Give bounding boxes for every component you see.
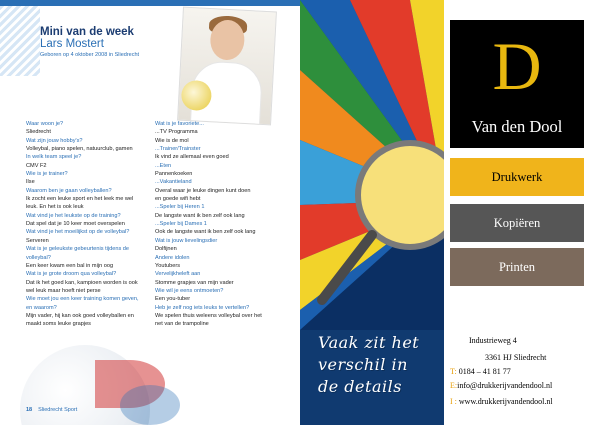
answer: Een you-tuber <box>155 296 191 303</box>
answer: Volleybal, piano spelen, natuurclub, gamen <box>26 146 133 153</box>
question: Wie wil je eens ontmoeten? <box>155 287 224 294</box>
answer: Sliedrecht <box>26 129 51 136</box>
answer: wel leuk maar hoeft niet perse <box>26 287 101 294</box>
decorative-pattern <box>0 6 40 76</box>
question: In welk team speel je? <box>26 154 82 161</box>
player-name: Lars Mostert <box>40 38 104 50</box>
answer: Stomme grapjes van mijn vader <box>155 279 234 286</box>
firm-name: Van den Dool <box>471 117 563 136</box>
answer: ...TV Programma <box>155 129 198 136</box>
birth-info: Geboren op 4 oktober 2008 in Sliedrecht <box>40 52 140 58</box>
interview-column-left <box>26 120 156 329</box>
logo-block <box>450 20 584 148</box>
question: Wat vind je het leukste op de training? <box>26 212 121 219</box>
answer: net van de trampoline <box>155 321 209 328</box>
question: Andere idolen <box>155 254 190 261</box>
question: Wie is je trainer? <box>26 171 68 178</box>
answer: CMV F2 <box>26 162 47 169</box>
question: Wat zijn jouw hobby's? <box>26 137 83 144</box>
answer: Dat spel dat je 10 keer moet overspelen <box>26 221 125 228</box>
answer: Ik vind ze allemaal even goed <box>155 154 229 161</box>
answer: Ook de langste want ik ben zelf ook lang <box>155 229 256 236</box>
answer: en goede wifi hebt <box>155 196 201 203</box>
answer: Mijn vader, hij kan ook goed volleyballen en <box>26 312 134 319</box>
question: volleybal? <box>26 254 51 261</box>
answer: Een keer kwam een bal in mijn oog <box>26 262 114 269</box>
page-footer <box>26 407 77 413</box>
question: Vervelijkheleft aan <box>155 271 201 278</box>
answer: We spelen thuis weleens volleybal over het <box>155 312 262 319</box>
page-title: Mini van de week <box>40 26 134 38</box>
page-number: 18 <box>26 407 33 413</box>
answer: maakt soms leuke grapjes <box>26 321 91 328</box>
interview-column-right <box>155 120 285 329</box>
question: Wat is je grote droom qua volleybal? <box>26 271 117 278</box>
answer: De langste want ik ben zelf ook lang <box>155 212 245 219</box>
question: Wat is je geleukste gebeurtenis tijdens de <box>26 246 130 253</box>
answer: Wie is de mol <box>155 137 189 144</box>
answer: Youtubers <box>155 262 180 269</box>
question: Waarom ben je gaan volleyballen? <box>26 187 112 194</box>
player-photo <box>177 7 277 126</box>
question: Wat is jouw lievelingsdier <box>155 237 218 244</box>
phone-line: T: 0184 – 41 81 77 <box>450 367 511 376</box>
right-page <box>300 0 600 425</box>
service-printen: Printen <box>450 248 584 286</box>
advertisement <box>444 0 600 425</box>
service-drukwerk: Drukwerk <box>450 158 584 196</box>
answer: Ilse <box>26 179 35 186</box>
question: Wie moet jou een keer training komen geven, <box>26 296 139 303</box>
email-line: E:info@drukkerijvandendool.nl <box>450 381 553 390</box>
question: Wat is je favoriete... <box>155 121 204 127</box>
address <box>469 332 517 349</box>
logo-letter: D <box>492 28 542 104</box>
question: Heb je zelf nog iets leuks te vertellen? <box>155 304 250 311</box>
service-kopieren: Kopiëren <box>450 204 584 242</box>
question: ...Eten <box>155 162 172 169</box>
section-name: Sliedrecht Sport <box>38 407 78 413</box>
answer: Dolfijnen <box>155 246 177 253</box>
question: ...Speler bij Heren 1 <box>155 204 205 211</box>
slogan: Vaak zit het verschil in de details <box>318 333 420 396</box>
answer: Overal waar je leuke dingen kunt doen <box>155 187 251 194</box>
top-stripe <box>0 0 300 6</box>
question: Wat vind je het moeilijkst op de volleybal? <box>26 229 130 236</box>
street: Industrieweg 4 <box>469 336 517 345</box>
answer: Serveren <box>26 237 49 244</box>
question: ...Trainer/Trainster <box>155 146 201 153</box>
balloon-photo <box>300 0 445 425</box>
phone-number: 0184 – 41 81 77 <box>458 367 511 376</box>
answer: leuk. En het is ook leuk <box>26 204 84 211</box>
answer: Ik zocht een leuke sport en het leek me wel <box>26 196 134 203</box>
question: ...Speler bij Dames 1 <box>155 221 207 228</box>
question: Waar woon je? <box>26 121 64 127</box>
question: en waarom? <box>26 304 57 311</box>
web-line: I : www.drukkerijvandendool.nl <box>450 397 553 406</box>
email-link[interactable]: info@drukkerijvandendool.nl <box>457 381 553 390</box>
address-zip: 3361 HJ Sliedrecht <box>485 353 547 362</box>
question: ...Vakantieland <box>155 179 192 186</box>
answer: Dat ik het goed kan, kampioen worden is ook <box>26 279 138 286</box>
website-link[interactable]: www.drukkerijvandendool.nl <box>458 397 553 406</box>
answer: Pannenkoeken <box>155 171 193 178</box>
